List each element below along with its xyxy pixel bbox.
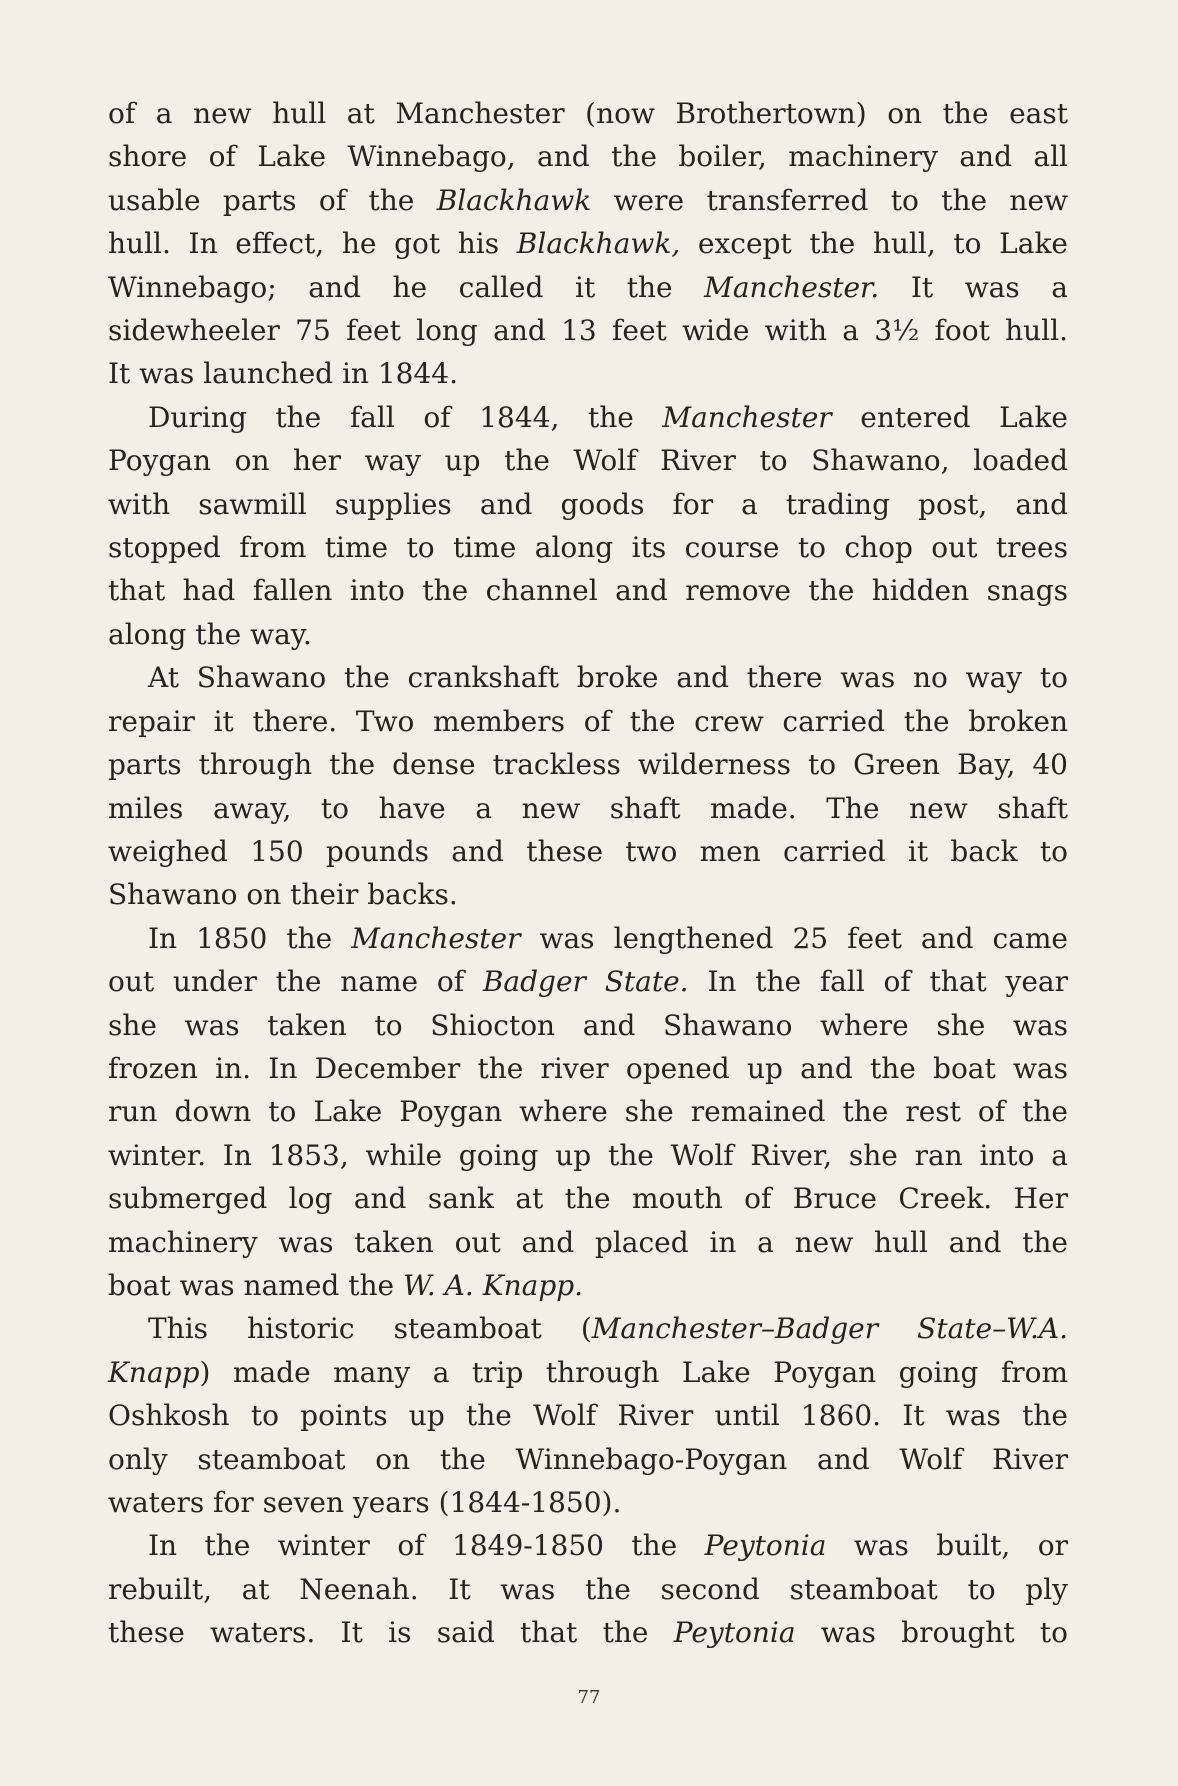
text-segment: sidewheeler 75 feet long and 13 feet wide with a 3½ foot hull. (108, 314, 1068, 348)
page-number: 77 (577, 1687, 601, 1708)
text-line (108, 917, 1068, 960)
text-line (108, 873, 1068, 916)
text-segment: It was launched in 1844. (108, 357, 459, 391)
italic-text: Manchester. (704, 270, 880, 304)
text-segment: machinery was taken out and placed in a new hull and the (108, 1225, 1068, 1259)
text-segment: entered Lake (831, 400, 1068, 434)
text-line (108, 1307, 1068, 1350)
text-line (108, 1394, 1068, 1437)
text-segment: she was taken to Shiocton and Shawano where she was (108, 1008, 1068, 1042)
body-text (108, 92, 1068, 1655)
text-line (108, 1481, 1068, 1524)
text-segment: that had fallen into the channel and remove the hidden snags (108, 574, 1068, 608)
text-line (108, 787, 1068, 830)
text-segment: was lengthened 25 feet and came (520, 921, 1068, 955)
text-segment: of a new hull at Manchester (now Brothertown) on the east (108, 97, 1068, 130)
text-line (108, 1264, 1068, 1307)
text-segment: parts through the dense trackless wilderness to Green Bay, 40 (108, 748, 1068, 782)
text-segment: Oshkosh to points up the Wolf River until 1860. It was the (108, 1399, 1068, 1433)
text-segment: were transferred to the new (591, 183, 1068, 217)
italic-text: Peytonia (673, 1616, 796, 1650)
text-segment: run down to Lake Poygan where she remained the rest of the (108, 1095, 1068, 1129)
text-line (108, 1438, 1068, 1481)
text-line (108, 960, 1068, 1003)
italic-text: Peytonia (704, 1529, 827, 1563)
text-segment: shore of Lake Winnebago, and the boiler, machinery and all (108, 140, 1068, 174)
text-line (108, 92, 1068, 135)
italic-text: Badger State. (482, 965, 689, 999)
text-segment: At Shawano the crankshaft broke and there was no way to (148, 661, 1068, 695)
text-line (108, 135, 1068, 178)
text-segment: Winnebago; and he called it the (108, 270, 705, 304)
text-segment: boat was named the (108, 1268, 403, 1302)
text-line (108, 352, 1068, 395)
text-segment: In 1850 the (148, 921, 352, 955)
text-line (108, 1090, 1068, 1133)
text-segment: submerged log and sank at the mouth of Bruce Creek. Her (108, 1182, 1068, 1216)
text-segment: In the winter of 1849-1850 the (148, 1529, 705, 1563)
text-segment: ) made many a trip through Lake Poygan going from (199, 1355, 1068, 1389)
italic-text: Manchester–Badger State–W.A. (591, 1312, 1068, 1346)
text-line (108, 222, 1068, 265)
italic-text: W. A. Knapp. (402, 1268, 584, 1302)
text-segment: with sawmill supplies and goods for a trading post, and (108, 487, 1068, 521)
text-line (108, 1221, 1068, 1264)
text-line (108, 1177, 1068, 1220)
text-line (108, 1004, 1068, 1047)
text-segment: along the way. (108, 617, 312, 651)
text-line (108, 439, 1068, 482)
text-line (108, 700, 1068, 743)
text-segment: frozen in. In December the river opened up and the boat was (108, 1051, 1068, 1085)
text-line (108, 483, 1068, 526)
text-line (108, 1524, 1068, 1567)
text-segment: During the fall of 1844, the (148, 400, 663, 434)
text-segment: miles away, to have a new shaft made. The new shaft (108, 791, 1068, 825)
text-segment: only steamboat on the Winnebago-Poygan and Wolf River (108, 1442, 1068, 1476)
text-line (108, 656, 1068, 699)
italic-text: Manchester (662, 400, 832, 434)
text-segment: Shawano on their backs. (108, 878, 458, 912)
text-line (108, 266, 1068, 309)
text-line (108, 1611, 1068, 1654)
text-segment: stopped from time to time along its course to chop out trees (108, 531, 1068, 565)
text-segment: rebuilt, at Neenah. It was the second steamboat to ply (108, 1572, 1068, 1606)
text-segment: waters for seven years (1844-1850). (108, 1486, 622, 1519)
text-segment: In the fall of that year (688, 965, 1069, 999)
text-segment: This historic steamboat ( (148, 1312, 592, 1346)
italic-text: Blackhawk, (516, 227, 681, 261)
text-segment: winter. In 1853, while going up the Wolf River, she ran into a (108, 1138, 1068, 1172)
text-segment: these waters. It is said that the (108, 1616, 674, 1650)
text-segment: It was a (879, 270, 1068, 304)
text-segment: was built, or (826, 1529, 1068, 1563)
text-segment: out under the name of (108, 965, 483, 999)
italic-text: Blackhawk (436, 183, 592, 217)
italic-text: Manchester (351, 921, 521, 955)
text-segment: weighed 150 pounds and these two men carried it back to (108, 834, 1068, 868)
text-line (108, 179, 1068, 222)
text-line (108, 830, 1068, 873)
text-segment: except the hull, to Lake (680, 227, 1068, 261)
text-segment: was brought to (795, 1616, 1069, 1650)
text-line (108, 613, 1068, 656)
text-line (108, 309, 1068, 352)
italic-text: Knapp (108, 1355, 200, 1389)
text-line (108, 1134, 1068, 1177)
text-segment: usable parts of the (108, 183, 437, 217)
text-line (108, 526, 1068, 569)
text-line (108, 1568, 1068, 1611)
text-line (108, 1351, 1068, 1394)
text-line (108, 1047, 1068, 1090)
text-line (108, 396, 1068, 439)
text-line (108, 743, 1068, 786)
text-segment: hull. In effect, he got his (108, 227, 517, 261)
text-segment: repair it there. Two members of the crew carried the broken (108, 704, 1068, 738)
text-segment: Poygan on her way up the Wolf River to Shawano, loaded (108, 444, 1068, 478)
text-line (108, 569, 1068, 612)
